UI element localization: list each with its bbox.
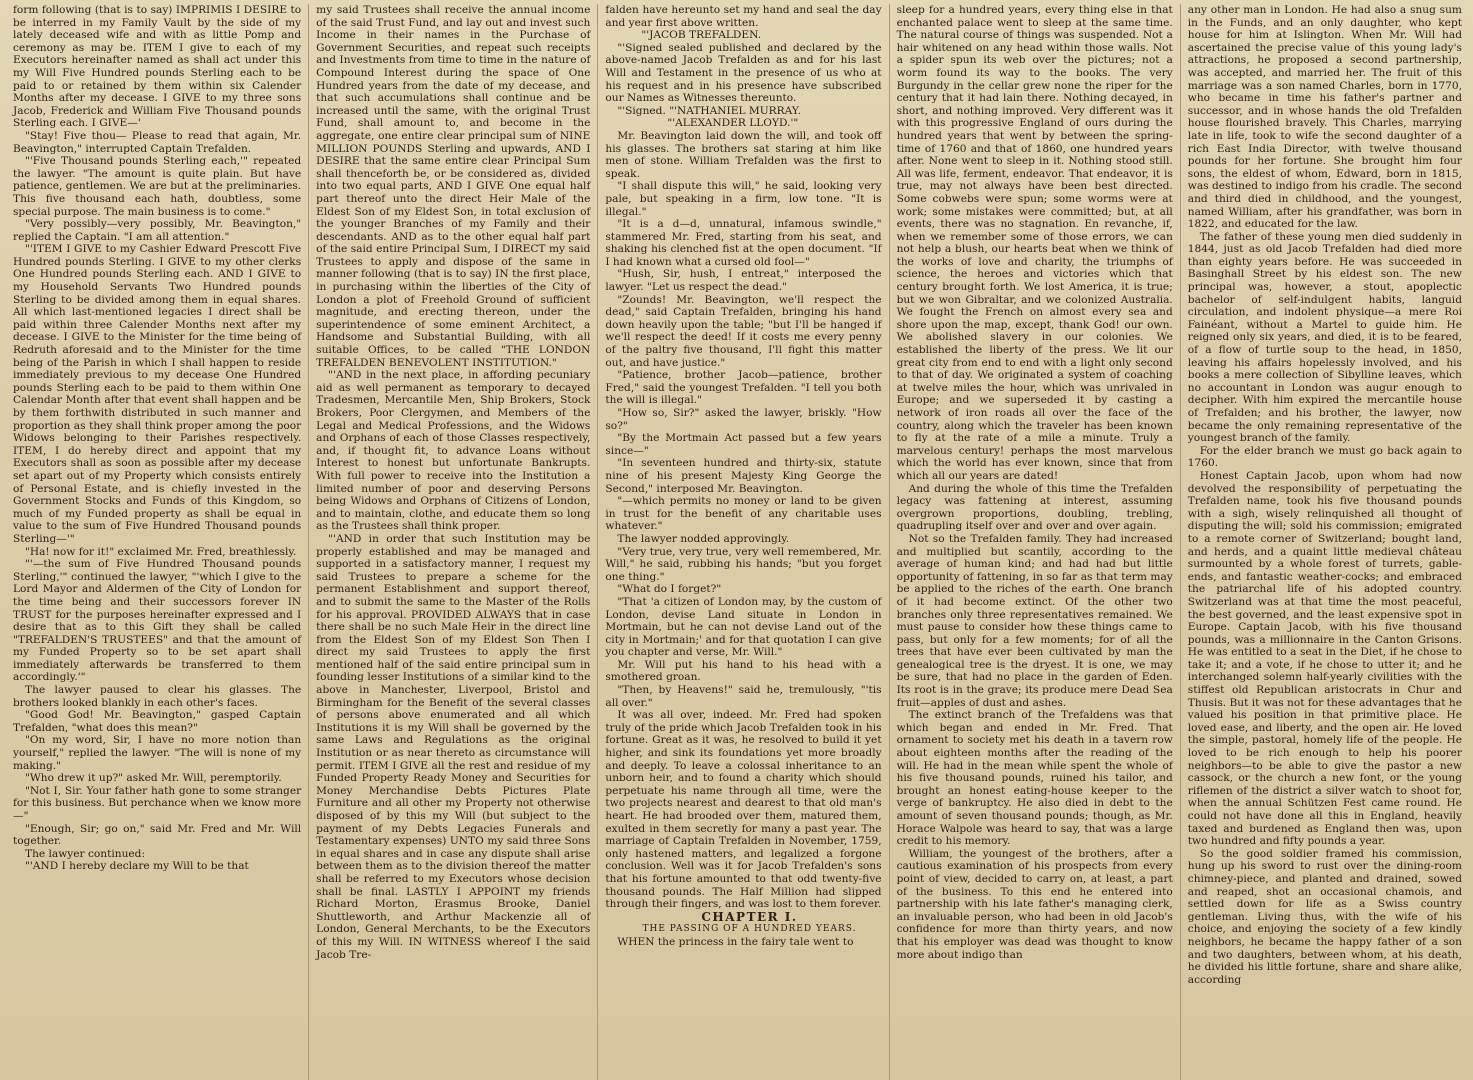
- paragraph: "I shall dispute this will," he said, looking very pale, but speaking in a firm, low tone. "It is illegal.": [605, 180, 882, 218]
- paragraph: "'ITEM I GIVE to my Cashier Edward Prescott Five Hundred pounds Sterling. I GIVE to my other clerks One Hundred pounds Sterling each. AND I GIVE to my Household Servants Two Hundred pounds Sterling to be divided among them in equal shares. All which last-mentioned legacies I direct shall be paid within three Calender Months next after my decease. I GIVE to the Minister for the time being of Redruth aforesaid and to the Minister for the time being of the Parish in which I shall happen to reside immediately previous to my decease One Hundred pounds Sterling each to be paid to them within One Calendar Month after that event shall happen and be by them forthwith distributed in such manner and proportion as they shall think proper among the poor Widows belonging to their Parishes respectively. ITEM, I do hereby direct and appoint that my Executors shall as soon as possible after my decease set apart out of my Property which consists entirely of Personal Estate, and is chiefly invested in the Government Stocks and Funds of this Kingdom, so much of my Funded property as shall be equal in value to the sum of Five Hundred Thousand pounds Sterling—'": [13, 243, 302, 545]
- paragraph: The lawyer nodded approvingly.: [617, 532, 790, 545]
- column-1: [6, 4, 308, 1080]
- paragraph: "—which permits no money or land to be given in trust for the benefit of any charitable uses whatever.": [605, 495, 882, 533]
- column-3: [597, 4, 888, 1080]
- paragraph: The extinct branch of the Trefaldens was that which began and ended in Mr. Fred. That ornament to society met his death in a tavern row about eighteen months after the reading of the will. He had in the mean while spent the whole of his five thousand pounds, ruined his tailor, and brought an honest eating-house keeper to the verge of bankruptcy. He also died in debt to the amount of seven thousand pounds; though, as Mr. Horace Walpole was heard to say, that was a large credit to his memory.: [896, 709, 1173, 848]
- paragraph: "'AND in order that such Institution may be properly established and may be managed and supported in a satisfactory manner, I request my said Trustees to prepare a scheme for the permanent Establishment and support thereof, and to submit the same to the Master of the Rolls for his approval. PROVIDED ALWAYS that in case there shall be no such Male Heir in the direct line from the Eldest Son of my Eldest Son Then I direct my said Trustees to apply the first mentioned half of the said entire principal sum in founding lesser Institutions of a similar kind to the above in Manchester, Liverpool, Bristol and Birmingham for the Benefit of the several classes of persons above enumerated and all which Institutions it is my Will shall be governed by the same Laws and Regulations as the original Institution or as near thereto as circumstance will permit. ITEM I GIVE all the rest and residue of my Funded Property Ready Money and Securities for Money Merchandise Debts Pictures Plate Furniture and all other my Property not otherwise disposed of by this my Will (but subject to the payment of my Debts Legacies Funerals and Testamentary expenses) UNTO my said three Sons in equal shares and in case any dispute shall arise between them as to the division thereof the matter shall be referred to my Executors whose decision shall be final. LASTLY I APPOINT my friends Richard Morton, Erasmus Brooke, Daniel Shuttleworth, and Arthur Mackenzie all of London, General Merchants, to be the Executors of this my Will. IN WITNESS whereof I the said Jacob Tre-: [316, 532, 591, 961]
- paragraph: "That 'a citizen of London may, by the custom of London, devise Land situate in London in Mortmain, but he can not devise Land out of the city in Mortmain;' and for that quotation I can give you chapter and verse, Mr. Will.": [605, 595, 882, 659]
- paragraph: "Good God! Mr. Beavington," gasped Captain Trefalden, "what does this mean?": [13, 709, 302, 734]
- paragraph: "On my word, Sir, I have no more notion than yourself," replied the lawyer. "The will is none of my making.": [13, 734, 302, 772]
- paragraph: Mr. Beavington laid down the will, and took off his glasses. The brothers sat staring at him like men of stone. William Trefalden was the first to speak.: [605, 129, 882, 180]
- paragraph: Mr. Will put his hand to his head with a smothered groan.: [605, 658, 882, 684]
- paragraph: "In seventeen hundred and thirty-six, statute nine of his present Majesty King George the Second," interposed Mr. Beavington.: [605, 457, 882, 495]
- column-5: [1180, 4, 1469, 1080]
- paragraph: Not so the Trefalden family. They had increased and multiplied but scantily, according to the average of human kind; and had had but little opportunity of fattening, in so far as that term may be applied to the riches of the earth. One branch of it had become extinct. Of the other two branches only three representatives remained. We must pause to consider how these things came to pass, but only for a few moments; for of all the trees that have ever been cultivated by man the genealogical tree is the dryest. It is one, we may be sure, that had no place in the garden of Eden. Its root is in the grave; its produce mere Dead Sea fruit—apples of dust and ashes.: [896, 532, 1173, 709]
- chapter-subheading: THE PASSING OF A HUNDRED YEARS.: [642, 924, 857, 935]
- paragraph: "Ha! now for it!" exclaimed Mr. Fred, breathlessly.: [25, 545, 297, 558]
- paragraph: "'ALEXANDER LLOYD.'": [667, 117, 799, 130]
- paragraph: "Stay! Five thou— Please to read that again, Mr. Beavington," interrupted Captain Trefalden.: [13, 129, 302, 155]
- paragraph: "'JACOB TREFALDEN.: [641, 29, 762, 42]
- paragraph: "Who drew it up?" asked Mr. Will, peremptorily.: [25, 772, 282, 785]
- paragraph: "By the Mortmain Act passed but a few years since—": [605, 432, 882, 457]
- paragraph: William, the youngest of the brothers, after a cautious examination of his prospects from every point of view, decided to carry on, at least, a part of the business. To this end he entered into partnership with his late father's managing clerk, an invaluable person, who had been in old Jacob's confidence for more than thirty years, and now that his employer was dead was thought to know more about indigo than: [896, 847, 1173, 961]
- paragraph: It was all over, indeed. Mr. Fred had spoken truly of the pride which Jacob Trefalden took in his fortune. Great as it was, he resolved to build it yet higher, and sink its foundations yet more broadly and deeply. To leave a colossal inheritance to an unborn heir, and to found a charity which should perpetuate his name through all time, were the two projects nearest and dearest to that old man's heart. He had brooded over them, matured them, exulted in them secretly for many a past year. The marriage of Captain Trefalden in November, 1759, only hastened matters, and legalized a forgone conclusion. Well was it for Jacob Trefalden's sons that his fortune amounted to that odd twenty-five thousand pounds. The Half Million had slipped through their fingers, and was lost to them forever.: [605, 709, 882, 911]
- paragraph: falden have hereunto set my hand and seal the day and year first above written.: [605, 4, 882, 29]
- paragraph: any other man in London. He had also a snug sum in the Funds, and an only daughter, who kept house for him at Islington. When Mr. Will had ascertained the precise value of this young lady's attractions, he proposed a second partnership, was accepted, and married her. The fruit of this marriage was a son named Charles, born in 1770, who became in time his father's partner and successor, and in whose hands the old Trefalden house flourished bravely. This Charles, marrying late in life, took to wife the second daughter of a rich East India Director, with twelve thousand pounds for her fortune. She brought him four sons, the eldest of whom, Edward, born in 1815, was destined to indigo from his cradle. The second and third died in childhood, and the youngest, named William, after his grandfather, was born in 1822, and educated for the law.: [1187, 4, 1462, 231]
- paragraph: For the elder branch we must go back again to 1760.: [1187, 444, 1462, 470]
- paragraph: The lawyer paused to clear his glasses. The brothers looked blankly in each other's faces.: [13, 684, 302, 709]
- paragraph: form following (that is to say) IMPRIMIS I DESIRE to be interred in my Family Vault by the side of my lately deceased wife and with as little Pomp and ceremony as may be. ITEM I give to each of my Executors hereinafter named as shall act under this my Will Five Hundred pounds Sterling each to be paid to or retained by them within six Calender Months after my decease. I GIVE to my three sons Jacob, Frederick and William Five Thousand pounds Sterling each. I GIVE—': [13, 4, 302, 130]
- paragraph: "Very possibly—very possibly, Mr. Beavington," replied the Captain. "I am all attention.": [13, 218, 302, 243]
- paragraph: "'—the sum of Five Hundred Thousand pounds Sterling,'" continued the lawyer, "'which I give to the Lord Mayor and Aldermen of the City of London for the time being and their successors forever IN TRUST for the purposes hereinafter expressed and I desire that as to this Gift they shall be called "TREFALDEN'S TRUSTEES" and that the amount of my Funded Property so to be set apart shall immediately afterwards be transferred to them accordingly.'": [13, 558, 302, 684]
- paragraph: "Very true, very true, very well remembered, Mr. Will," he said, rubbing his hands; "but you forget one thing.": [605, 545, 882, 583]
- paragraph: sleep for a hundred years, every thing else in that enchanted palace went to sleep at the same time. The natural course of things was suspended. Not a hair whitened on any head within those walls. Not a spider spun its web over the pictures; not a worm found its way to the books. The very Burgundy in the cellar grew none the riper for the century that it had lain there. Nothing decayed, in short, and nothing improved. Very different was it with this progressive England of ours during the hundred years that went by between the spring-time of 1760 and that of 1860, one hundred years after. None went to sleep in it. Nothing stood still. All was life, ferment, endeavor. That endeavor, it is true, may not always have been best directed. Some cobwebs were spun; some worms were at work; some mistakes were committed; but, at all events, there was no stagnation. En revanche, if, when we remember some of those errors, we can not help a blush, our hearts beat when we think of the works of love and charity, the triumphs of science, the heroes and victories which that century brought forth. We lost America, it is true; but we won Gibraltar, and we colonized Australia. We fought the French on almost every sea and shore upon the map, except, thank God! our own. We abolished slavery in our colonies. We established the liberty of the press. We lit our great city from end to end with a light only second to that of day. We originated a system of coaching at twelve miles the hour, which was unrivaled in Europe; and we superseded it by casting a network of iron roads all over the face of the country, along which the traveler has been known to fly at the rate of a mile a minute. Truly a marvelous century! perhaps the most marvelous which the world has ever known, since that from which all our years are dated!: [896, 4, 1173, 482]
- paragraph: "How so, Sir?" asked the lawyer, briskly. "How so?": [605, 407, 882, 432]
- paragraph: "'AND I hereby declare my Will to be that: [25, 860, 249, 873]
- paragraph: "Enough, Sir; go on," said Mr. Fred and Mr. Will together.: [13, 822, 302, 848]
- paragraph: The father of these young men died suddenly in 1844, just as old Jacob Trefalden had died more than eighty years before. He was succeeded in Basinghall Street by his eldest son. The new principal was, however, a stout, apoplectic bachelor of self-indulgent habits, languid circulation, and indolent physique—a mere Roi Fainéant, without a Martel to guide him. He reigned only six years, and died, it is to be feared, of a flow of turtle soup to the head, in 1850, leaving his affairs hopelessly involved, and his books a mere collection of Sibylline leaves, which no accountant in London was augur enough to decipher. With him expired the mercantile house of Trefalden; and his brother, the lawyer, now became the only remaining representative of the youngest branch of the family.: [1187, 230, 1462, 445]
- paragraph: "Patience, brother Jacob—patience, brother Fred," said the youngest Trefalden. "I tell you both the will is illegal.": [605, 369, 882, 407]
- paragraph: The lawyer continued:: [25, 847, 146, 860]
- paragraph: And during the whole of this time the Trefalden legacy was fattening at interest, assuming overgrown proportions, doubling, trebling, quadrupling itself over and over and over again.: [896, 482, 1173, 533]
- paragraph: WHEN the princess in the fairy tale went to: [617, 935, 854, 948]
- paragraph: my said Trustees shall receive the annual income of the said Trust Fund, and lay out and invest such Income in their names in the Purchase of Government Securities, and repeat such receipts and Investments from time to time in the nature of Compound Interest during the space of One Hundred years from the date of my decease, and that such accumulations shall continue and be increased until the same, with the original Trust Fund, shall amount to, and become in the aggregate, one entire clear principal sum of NINE MILLION POUNDS Sterling and upwards, AND I DESIRE that the same entire clear Principal Sum shall thenceforth be, or be considered as, divided into two equal parts, AND I GIVE One equal half part thereof unto the direct Heir Male of the Eldest Son of my Eldest Son, in total exclusion of the younger Branches of my Family and their descendants. AND as to the other equal half part of the said entire Principal Sum, I DIRECT my said Trustees to apply and dispose of the same in manner following (that is to say) IN the first place, in purchasing within the liberties of the City of London a plot of Freehold Ground of sufficient magnitude, and erecting thereon, under the superintendence of some eminent Architect, a Handsome and Substantial Building, with all suitable Offices, to be called "THE LONDON TREFALDEN BENEVOLENT INSTITUTION.": [316, 4, 591, 369]
- chapter-heading: CHAPTER I.: [701, 909, 798, 924]
- paragraph: "It is a d—d, unnatural, infamous swindle," stammered Mr. Fred, starting from his seat, and shaking his clenched fist at the open document. "If I had known what a cursed old fool—": [605, 218, 882, 268]
- paragraph: So the good soldier framed his commission, hung up his sword to rust over the dining-room chimney-piece, and planted and drained, sowed and reaped, shot an occasional chamois, and settled down for life as a Swiss country gentleman. Living thus, with the wife of his choice, and enjoying the society of a few kindly neighbors, he became the happy father of a son and two daughters, between whom, at his death, he divided his little fortune, share and share alike, according: [1187, 847, 1462, 986]
- paragraph: "What do I forget?": [617, 583, 722, 596]
- paragraph: "'Five Thousand pounds Sterling each,'" repeated the lawyer. "The amount is quite plain. But have patience, gentlemen. We are but at the preliminaries. This five thousand each hath, doubtless, some special purpose. The main business is to come.": [13, 155, 302, 218]
- paragraph: "'AND in the next place, in affording pecuniary aid as well permanent as temporary to decayed Tradesmen, Mercantile Men, Ship Brokers, Stock Brokers, Poor Clergymen, and Members of the Legal and Medical Professions, and the Widows and Orphans of each of those Classes respectively, and, if thought fit, to advance Loans without Interest to honest but unfortunate Bankrupts. With full power to receive into the Institution a limited number of poor and deserving Persons being Widows and Orphans of Citizens of London, and to maintain, clothe, and educate them so long as the Trustees shall think proper.: [316, 369, 591, 533]
- paragraph: "Not I, Sir. Your father hath gone to some stranger for this business. But perchance when we know more—": [13, 784, 302, 822]
- paragraph: "'Signed sealed published and declared by the above-named Jacob Trefalden as and for his last Will and Testament in the presence of us who at his request and in his presence have subscribed our Names as Witnesses thereunto.: [605, 41, 882, 105]
- column-2: [308, 4, 597, 1080]
- paragraph: "Then, by Heavens!" said he, tremulously, "'tis all over.": [605, 684, 882, 709]
- paragraph: "'Signed. "'NATHANIEL MURRAY.: [617, 104, 801, 117]
- paragraph: "Hush, Sir, hush, I entreat," interposed the lawyer. "Let us respect the dead.": [605, 268, 882, 294]
- paragraph: "Zounds! Mr. Beavington, we'll respect the dead," said Captain Trefalden, bringing his hand down heavily upon the table; "but I'll be hanged if we'll respect the deed! If it costs me every penny of the paltry five thousand, I'll fight this matter out, and have justice.": [605, 293, 882, 369]
- column-4: [889, 4, 1180, 1080]
- paragraph: Honest Captain Jacob, upon whom had now devolved the responsibility of perpetuating the Trefalden name, took his five thousand pounds with a sigh, wisely relinquished all thought of disputing the will; sold his commission; emigrated to a remote corner of Switzerland; bought land, and herds, and a quaint little medieval château surmounted by a whole forest of turrets, gable-ends, and fantastic weather-cocks; and embraced the patriarchal life of his adopted country. Switzerland was at that time the most peaceful, the best governed, and the least expensive spot in Europe. Captain Jacob, with his five thousand pounds, was a millionnaire in the Canton Grisons. He was entitled to a seat in the Diet, if he chose to take it; and a vote, if he chose to utter it; and he interchanged solemn half-yearly civilities with the stiffest old Republican aristocrats in Chur and Thusis. But it was not for these advantages that he valued his position in that primitive place. He loved ease, and liberty, and the open air. He loved the simple, pastoral, homely life of the people. He loved to be rich enough to help his poorer neighbors—to be able to give the pastor a new cassock, or the church a new font, or the young riflemen of the district a silver watch to shoot for, when the annual Schützen Fest came round. He could not have done all this in England, heavily taxed and burdened as England then was, upon two hundred and fifty pounds a year.: [1187, 469, 1462, 848]
